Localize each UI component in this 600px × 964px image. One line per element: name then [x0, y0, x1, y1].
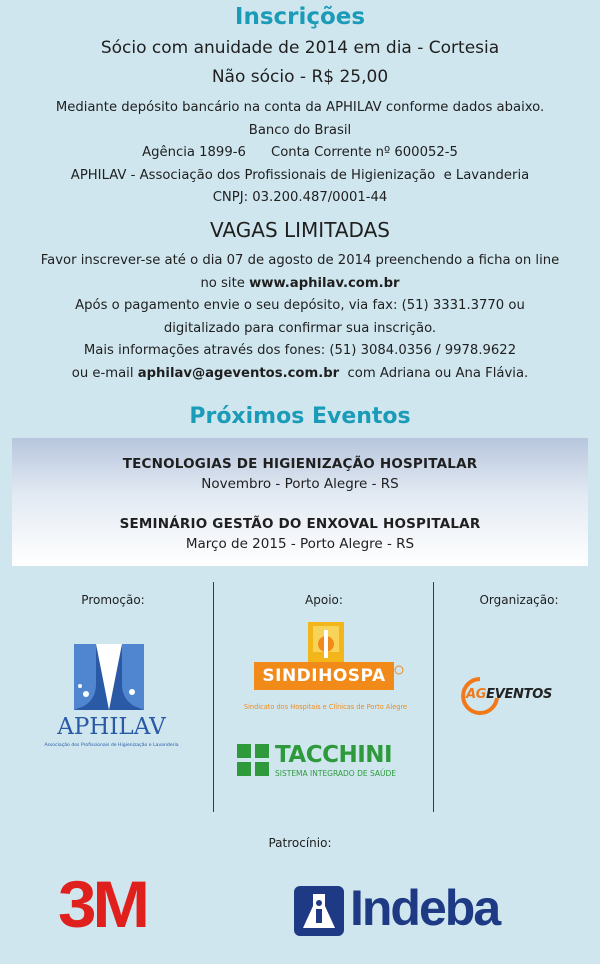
vagas-limitadas-heading: VAGAS LIMITADAS: [210, 218, 390, 242]
email-suffix: com Adriana ou Ana Flávia.: [339, 365, 529, 381]
event-title: SEMINÁRIO GESTÃO DO ENXOVAL HOSPITALAR: [119, 516, 481, 532]
column-divider: [433, 582, 434, 812]
site-link[interactable]: www.aphilav.com.br: [249, 275, 400, 291]
aphilav-wordmark: APHILAV: [57, 714, 166, 740]
3m-wordmark: 3M: [58, 867, 146, 941]
inscricoes-title: Inscrições: [234, 4, 366, 30]
info-line-phones: Mais informações através dos fones: (51) 3084.0356 / 9978.9622: [83, 343, 517, 358]
info-line-digital: digitalizado para confirmar sua inscrição.: [163, 320, 437, 336]
patrocinio-label: Patrocínio:: [268, 836, 332, 850]
bank-line-holder: APHILAV - Associação dos Profissionais de Higienização e Lavanderia: [70, 167, 530, 183]
events-panel: [12, 438, 588, 566]
event-item: [12, 454, 588, 494]
sindihospa-logo[interactable]: [228, 620, 423, 716]
nao-socio-price-line: Não sócio - R$ 25,00: [211, 67, 389, 87]
info-line-fax: Após o pagamento envie o seu depósito, via fax: (51) 3331.3770 ou: [75, 298, 525, 313]
indeba-wordmark: Indeba: [350, 880, 500, 936]
sindihospa-tagline: Sindicato dos Hospitais e Clínicas de Porto Alegre: [243, 703, 408, 711]
aphilav-logo[interactable]: [44, 644, 179, 754]
event-subtitle: Março de 2015 - Porto Alegre - RS: [185, 536, 415, 552]
event-subtitle: Novembro - Porto Alegre - RS: [201, 476, 399, 492]
apoio-label: Apoio:: [305, 593, 343, 607]
bank-line-bank: Banco do Brasil: [248, 122, 352, 138]
cross-icon: [237, 744, 269, 776]
ageventos-rest: EVENTOS: [486, 687, 553, 702]
tacchini-wordmark: TACCHINI: [275, 742, 393, 768]
column-divider: [213, 582, 214, 812]
indeba-logo[interactable]: [294, 880, 546, 942]
sindihospa-wordmark: SINDIHOSPA: [262, 666, 386, 686]
site-prefix: no site: [200, 275, 250, 291]
email-prefix: ou e-mail: [71, 365, 138, 381]
event-item: [12, 514, 588, 554]
3m-logo[interactable]: [58, 867, 186, 941]
bank-line-cnpj: CNPJ: 03.200.487/0001-44: [212, 190, 388, 205]
tacchini-logo[interactable]: [237, 742, 412, 782]
event-title: TECNOLOGIAS DE HIGIENIZAÇÃO HOSPITALAR: [122, 456, 478, 472]
ageventos-wordmark: [466, 687, 552, 702]
bank-line-account: Agência 1899-6 Conta Corrente nº 600052-5: [142, 145, 458, 160]
proximos-eventos-title: Próximos Eventos: [189, 404, 411, 429]
info-line-site: [0, 273, 600, 296]
info-line-deadline: Favor inscrever-se até o dia 07 de agosto de 2014 preenchendo a ficha on line: [40, 253, 560, 268]
organizacao-label: Organização:: [479, 593, 559, 607]
registration-info: [0, 250, 600, 385]
bank-line-instructions: Mediante depósito bancário na conta da APHILAV conforme dados abaixo.: [55, 100, 545, 115]
aphilav-tagline: Associação dos Profissionais de Higienização e Lavanderia: [44, 743, 179, 748]
socio-price-line: Sócio com anuidade de 2014 em dia - Cortesia: [100, 38, 500, 58]
ageventos-logo[interactable]: [460, 676, 570, 716]
promocao-label: Promoção:: [81, 593, 145, 607]
bank-info: [0, 97, 600, 210]
ageventos-ag: AG: [466, 687, 487, 702]
info-line-email: [0, 363, 600, 386]
tacchini-tagline: SISTEMA INTEGRADO DE SAÚDE: [275, 769, 397, 778]
flask-icon: [294, 886, 344, 936]
email-link[interactable]: aphilav@ageventos.com.br: [137, 365, 340, 381]
